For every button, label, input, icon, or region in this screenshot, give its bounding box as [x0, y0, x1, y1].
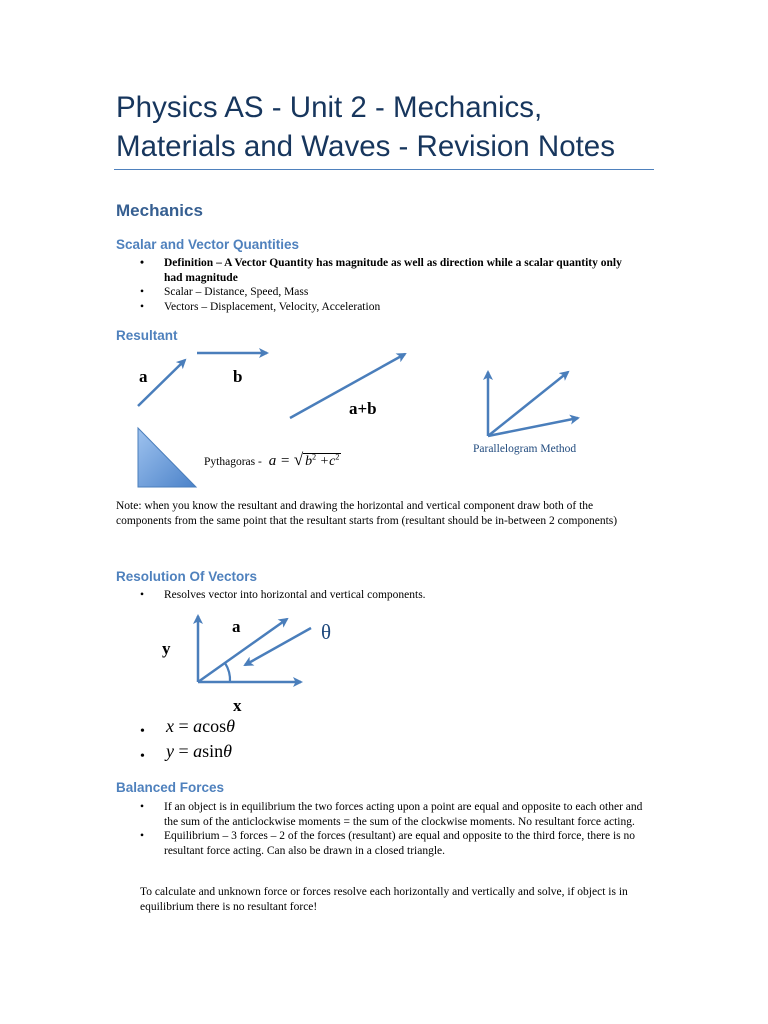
- formula-lhs: a: [268, 453, 277, 469]
- resolution-vector-a-arrow: [198, 619, 287, 682]
- eq1-var: x: [166, 716, 174, 736]
- theta-angle-arc: [225, 663, 230, 682]
- eq1-theta: θ: [226, 716, 235, 736]
- heading-resultant: Resultant: [116, 328, 178, 343]
- balanced-forces-closing: To calculate and unknown force or forces resolve each horizontally and vertically and solve, if object is in equilibrium there is no resultant force!: [140, 886, 628, 913]
- right-triangle-shape: [138, 428, 196, 487]
- eq2-theta: θ: [223, 741, 233, 761]
- resolution-label-a: a: [232, 617, 241, 636]
- theta-label: θ: [321, 620, 332, 644]
- resolution-label-y: y: [162, 639, 171, 658]
- balanced-forces-list: [140, 800, 652, 858]
- definition-label: Definition: [164, 257, 214, 269]
- formula-b: b: [305, 454, 313, 469]
- title-line-1: Physics AS - Unit 2 - Mechanics,: [116, 91, 543, 124]
- definition-text: – A Vector Quantity has magnitude as well as direction while a scalar quantity only had magnitude: [164, 257, 622, 284]
- eq2-fn: sin: [202, 741, 224, 761]
- parallelogram-horizontal-arrow: [488, 418, 578, 436]
- eq1-a: a: [193, 716, 203, 736]
- resolution-label-x: x: [233, 696, 242, 715]
- pythagoras-label: Pythagoras -: [204, 456, 262, 468]
- vector-a-plus-b-arrow: [290, 354, 405, 418]
- bullet: •: [140, 724, 145, 739]
- heading-scalar-vector: Scalar and Vector Quantities: [116, 237, 300, 252]
- formula-c: c: [329, 454, 336, 469]
- list-item: • Vectors – Displacement, Velocity, Acceleration: [140, 300, 640, 315]
- label-b: b: [233, 367, 243, 386]
- pythagoras-formula: Pythagoras - a = √ $b^2 +c^2$: [204, 450, 340, 469]
- parallelogram-resultant-arrow: [488, 372, 568, 436]
- label-a: a: [139, 367, 148, 386]
- eq1-fn: cos: [202, 716, 227, 736]
- heading-resolution: Resolution Of Vectors: [116, 569, 258, 584]
- section-heading-mechanics: Mechanics: [116, 201, 203, 220]
- eq2-a: a: [193, 741, 203, 761]
- list-item: • Equilibrium – 3 forces – 2 of the forces (resultant) are equal and opposite to the third force, there is no resultant force acting. Can also be drawn in a closed triangle.: [140, 829, 652, 858]
- eq2-var: y: [166, 741, 174, 761]
- formula-exp-c: 2: [335, 452, 340, 462]
- equation-y-asin: y = asinθ: [166, 741, 233, 761]
- title-line-2: Materials and Waves - Revision Notes: [116, 130, 615, 163]
- formula-exp-b: 2: [312, 452, 317, 462]
- theta-pointer-arrow: [245, 628, 311, 665]
- bullet: •: [140, 749, 145, 764]
- equation-x-acos: x = acosθ: [166, 716, 235, 736]
- label-a-plus-b: a+b: [349, 399, 377, 418]
- list-item: • Resolves vector into horizontal and vertical components.: [140, 588, 640, 603]
- resultant-note: Note: when you know the resultant and drawing the horizontal and vertical component draw both of the components from the same point that the resultant starts from (resultant should be in-between 2 components): [116, 500, 618, 527]
- parallelogram-method-label: Parallelogram Method: [473, 443, 577, 455]
- resolution-list: [140, 588, 640, 603]
- heading-balanced-forces: Balanced Forces: [116, 780, 225, 795]
- list-item: • If an object is in equilibrium the two forces acting upon a point are equal and opposite to each other and the sum of the anticlockwise moments = the sum of the clockwise moments. No resultant force acting.: [140, 800, 652, 829]
- list-item: • Scalar – Distance, Speed, Mass: [140, 285, 640, 300]
